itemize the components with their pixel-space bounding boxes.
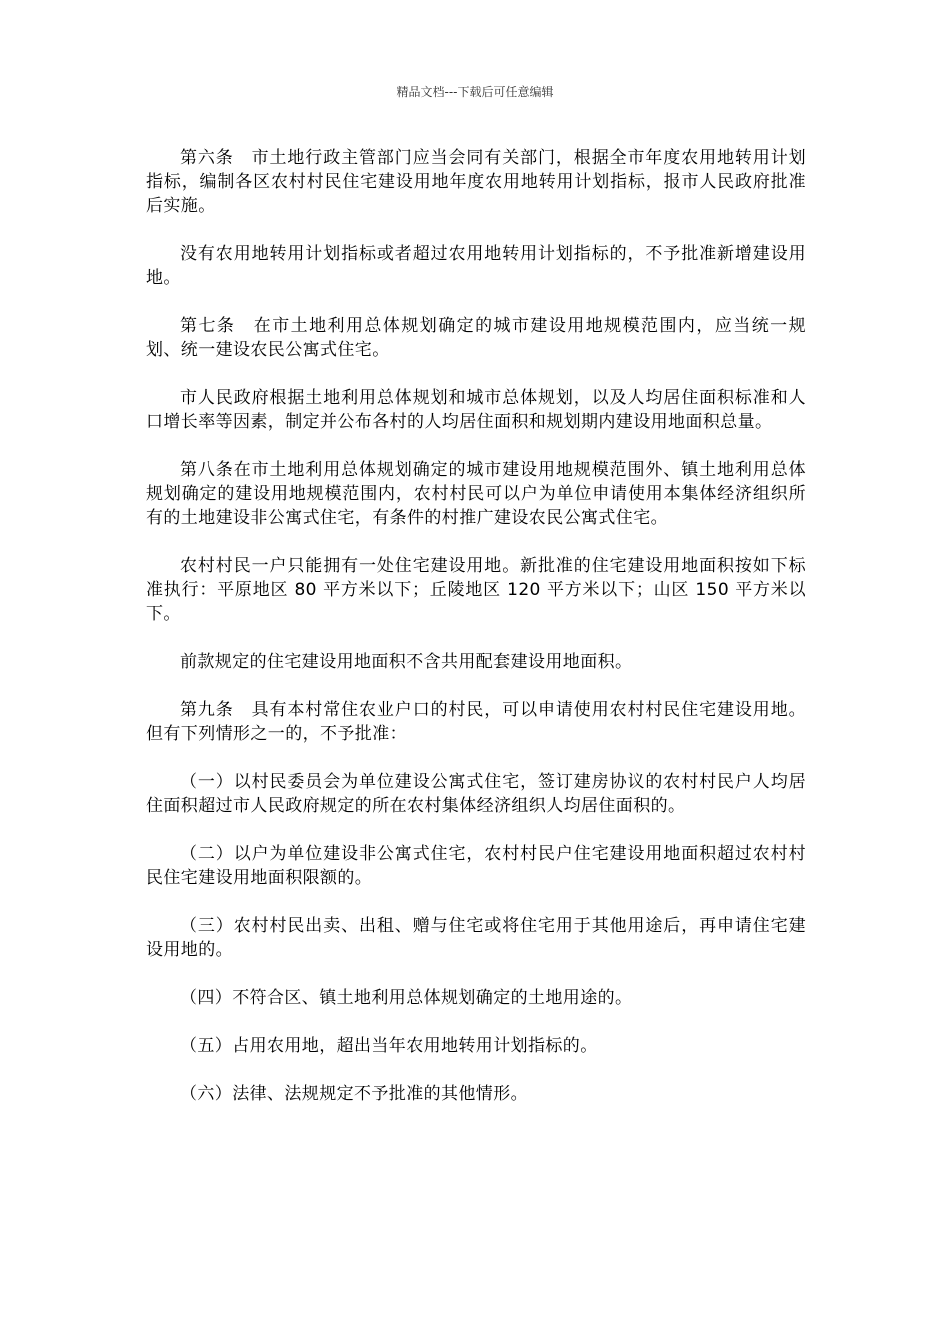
- paragraph-article-8: 第八条在市土地利用总体规划确定的城市建设用地规模范围外、镇土地利用总体规划确定的建设用地规模范围内，农村村民可以户为单位申请使用本集体经济组织所有的土地建设非公寓式住宅，有条件的村推广建设农民公寓式住宅。: [146, 460, 806, 528]
- paragraph-article-8-clause-3: 前款规定的住宅建设用地面积不含共用配套建设用地面积。: [180, 652, 633, 672]
- paragraph-article-8-clause-2: 农村村民一户只能拥有一处住宅建设用地。新批准的住宅建设用地面积按如下标准执行：平原地区 80 平方米以下；丘陵地区 120 平方米以下；山区 150 平方米以下。: [146, 556, 806, 624]
- paragraph-article-6: 第六条 市土地行政主管部门应当会同有关部门，根据全市年度农用地转用计划指标，编制各区农村村民住宅建设用地年度农用地转用计划指标，报市人民政府批准后实施。: [146, 148, 806, 216]
- paragraph-item-3: （三）农村村民出卖、出租、赠与住宅或将住宅用于其他用途后，再申请住宅建设用地的。: [146, 916, 806, 960]
- page-header: 精品文档---下载后可任意编辑: [396, 85, 554, 99]
- paragraph-article-6-clause-2: 没有农用地转用计划指标或者超过农用地转用计划指标的，不予批准新增建设用地。: [146, 244, 806, 288]
- paragraph-article-7: 第七条 在市土地利用总体规划确定的城市建设用地规模范围内，应当统一规划、统一建设农民公寓式住宅。: [146, 316, 806, 360]
- paragraph-article-7-clause-2: 市人民政府根据土地利用总体规划和城市总体规划，以及人均居住面积标准和人口增长率等因素，制定并公布各村的人均居住面积和规划期内建设用地面积总量。: [146, 388, 806, 432]
- paragraph-item-1: （一）以村民委员会为单位建设公寓式住宅，签订建房协议的农村村民户人均居住面积超过市人民政府规定的所在农村集体经济组织人均居住面积的。: [146, 772, 806, 816]
- paragraph-article-9: 第九条 具有本村常住农业户口的村民，可以申请使用农村村民住宅建设用地。但有下列情形之一的，不予批准：: [146, 700, 806, 744]
- document-body: [146, 146, 806, 1130]
- paragraph-item-4: （四）不符合区、镇土地利用总体规划确定的土地用途的。: [180, 988, 633, 1008]
- paragraph-item-5: （五）占用农用地，超出当年农用地转用计划指标的。: [180, 1036, 598, 1056]
- paragraph-item-6: （六）法律、法规规定不予批准的其他情形。: [180, 1084, 528, 1104]
- paragraph-item-2: （二）以户为单位建设非公寓式住宅，农村村民户住宅建设用地面积超过农村村民住宅建设用地面积限额的。: [146, 844, 806, 888]
